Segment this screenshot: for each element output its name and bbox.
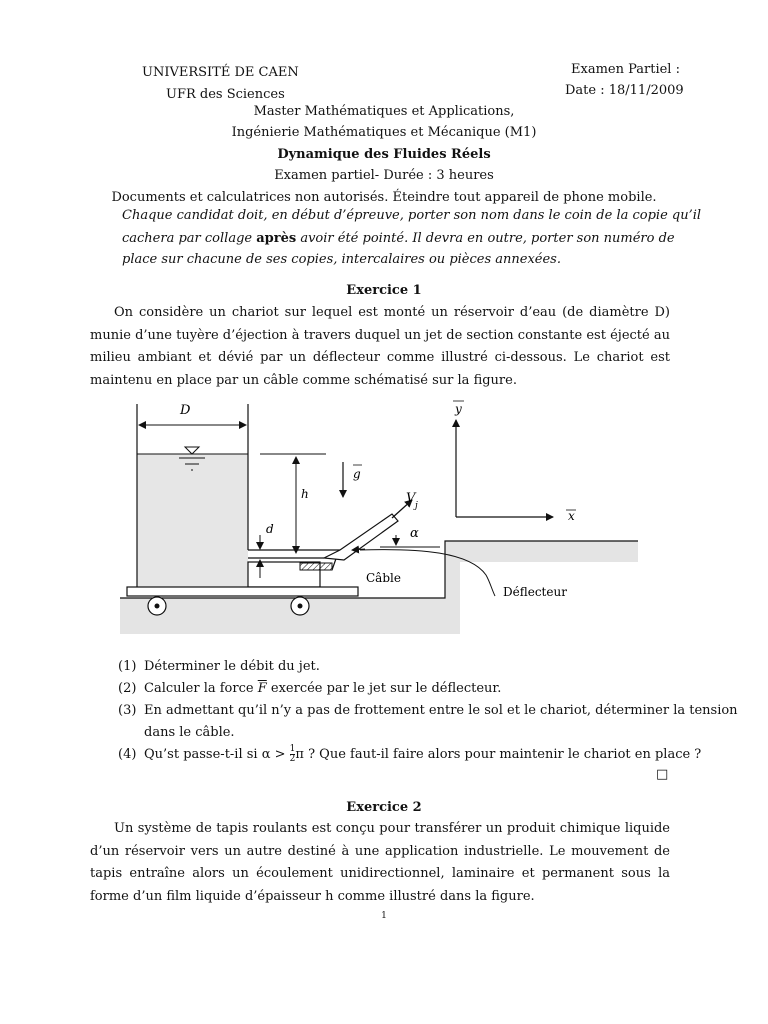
question-4-text (144, 744, 701, 766)
exam-label: Examen Partiel : (571, 62, 680, 77)
label-D: D (180, 403, 191, 418)
university-name: UNIVERSITÉ DE CAEN (142, 65, 299, 80)
question-3-num: (3) (118, 703, 137, 718)
water (137, 454, 248, 587)
cart-platform (127, 587, 358, 596)
question-4-text-a: Qu’st passe-t-il si α > (144, 747, 286, 762)
question-1 (118, 656, 678, 678)
question-2-text-a: Calculer la force (144, 681, 254, 696)
instructions-line-3: place sur chacune de ses copies, intercalaires ou pièces annexées. (122, 252, 561, 267)
label-x: x (568, 509, 575, 523)
question-3-text-cont: dans le câble. (144, 725, 235, 740)
question-2-text-b: exercée par le jet sur le déflecteur. (270, 681, 502, 696)
label-Vj-sub: j (415, 501, 418, 511)
label-h: h (301, 487, 309, 501)
fraction-den: 2 (289, 754, 296, 764)
master-name: Master Mathématiques et Applications, (253, 104, 515, 119)
exam-duration: Examen partiel- Durée : 3 heures (274, 168, 494, 183)
question-4-num: (4) (118, 747, 137, 762)
qed-symbol: □ (656, 767, 669, 782)
exam-rules: Documents et calculatrices non autorisés. Éteindre tout appareil de phone mobile. (111, 190, 657, 205)
instructions-line-1: Chaque candidat doit, en début d’épreuve, porter son nom dans le coin de la copie qu’il (122, 208, 702, 223)
exercise-2-text: Un système de tapis roulants est conçu pour transférer un produit chimique liquide d’un réservoir vers un autre destiné à une application industrielle. Le mouvement de tapis entraîne alors un écoulement unidirectionnel, laminaire et permanent sous la forme d’un film liquide d’épaisseur h comme illustré dans la figure. (90, 821, 670, 904)
ufr-name: UFR des Sciences (166, 87, 285, 102)
exercise-1-paragraph (90, 302, 670, 392)
question-4 (118, 744, 702, 766)
exercise-2-title: Exercice 2 (346, 800, 422, 815)
label-deflecteur: Déflecteur (503, 585, 567, 599)
exercise-1-text: On considère un chariot sur lequel est monté un réservoir d’eau (de diamètre D) munie d’une tuyère d’éjection à travers duquel un jet de section constante est éjecté au milieu ambiant et dévié par un déflecteur comme illustré ci-dessous. Le chariot est maintenu en place par un câble comme schématisé sur la figure. (90, 305, 670, 388)
label-Vj: V (406, 491, 416, 506)
label-cable: Câble (366, 571, 401, 585)
speciality: Ingénierie Mathématiques et Mécanique (M1) (231, 125, 537, 140)
question-3-text: En admettant qu’il n’y a pas de frottement entre le sol et le chariot, déterminer la tension (144, 703, 738, 718)
label-alpha: α (410, 526, 419, 541)
label-d: d (266, 522, 274, 536)
label-y: y (455, 402, 462, 416)
course-title: Dynamique des Fluides Réels (277, 147, 491, 162)
question-2-num: (2) (118, 681, 137, 696)
exercise-2-paragraph (90, 818, 670, 908)
instructions-line-2a: cachera par collage (122, 231, 253, 246)
question-1-text: Déterminer le débit du jet. (144, 659, 320, 674)
instructions-bold: après (256, 231, 297, 246)
force-symbol: $\overline{F}$ (257, 681, 267, 696)
question-2 (118, 678, 678, 700)
question-1-num: (1) (118, 659, 137, 674)
label-g: g (353, 467, 361, 481)
instructions-line-2b: avoir été pointé. Il devra en outre, porter son numéro de (300, 231, 675, 246)
instructions-line-2 (122, 231, 675, 246)
question-3 (118, 700, 738, 744)
question-4-text-b: π ? Que faut-il faire alors pour maintenir le chariot en place ? (295, 747, 702, 762)
fraction-num: 1 (289, 744, 296, 754)
question-2-text (144, 678, 501, 700)
page-number: 1 (381, 911, 387, 921)
exam-date: Date : 18/11/2009 (565, 83, 684, 98)
exercise-1-figure (0, 390, 768, 640)
exercise-1-title: Exercice 1 (346, 283, 422, 298)
